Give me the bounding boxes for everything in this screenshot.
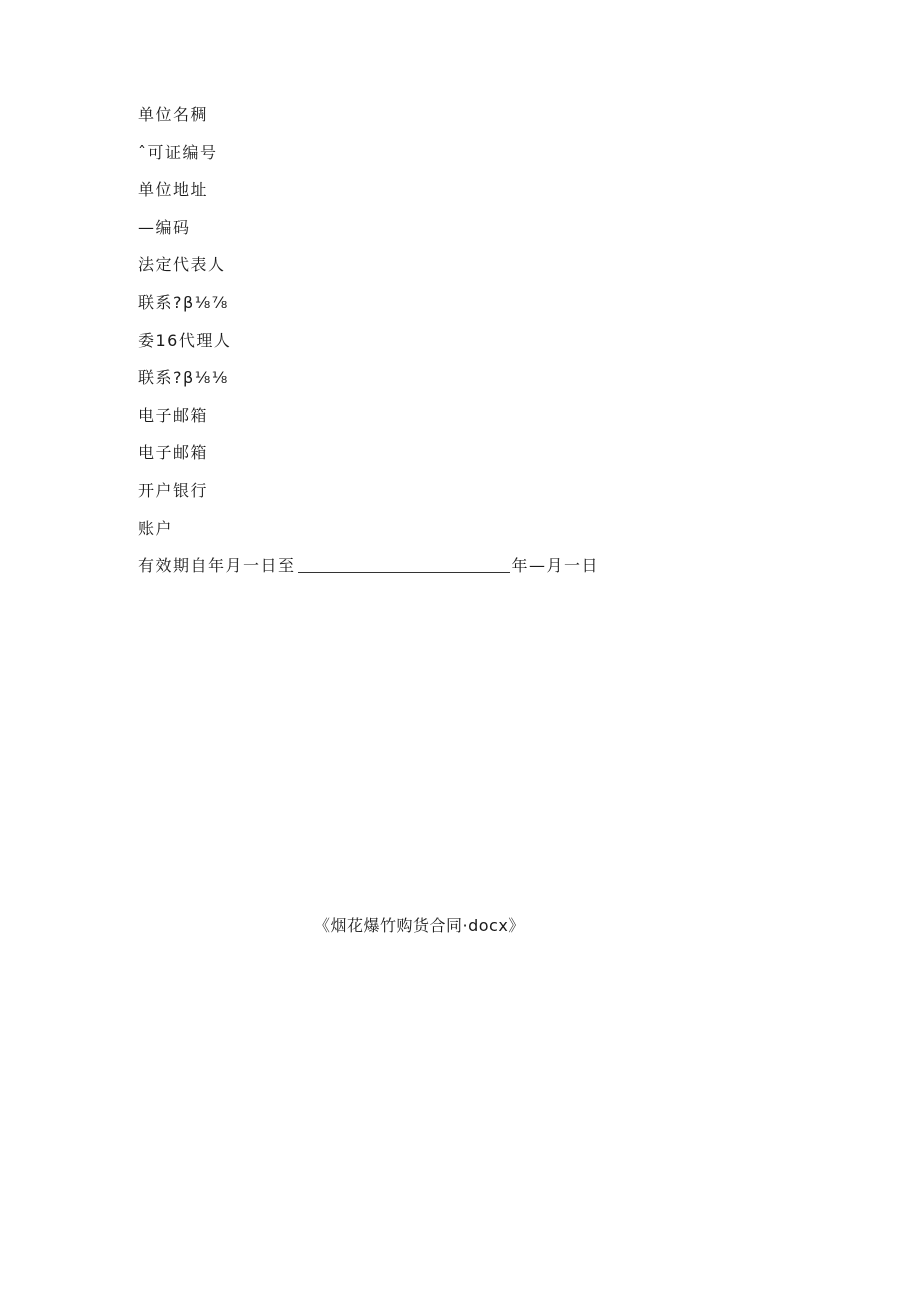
field-email-2: 电子邮箱 [138,443,209,463]
field-contact-phone-2: 联系?β⅛⅛ [138,368,229,388]
field-contact-phone-1: 联系?β⅛⅞ [138,292,229,312]
validity-prefix: 有效期自年月一日至 [138,556,296,576]
field-unit-address: 单位地址 [138,180,209,200]
field-account: 账户 [138,518,174,538]
field-license-number: ˆ可证编号 [138,142,218,162]
field-bank: 开户银行 [138,480,209,500]
field-legal-representative: 法定代表人 [138,255,226,275]
field-unit-name: 单位名稠 [138,105,209,124]
validity-suffix: 年—月一日 [511,556,600,576]
form-fields [138,103,778,592]
field-authorized-agent: 委16代理人 [138,330,232,350]
document-footer-title: 《烟花爆竹购货合同·docx》 [314,916,525,935]
field-validity-period [138,554,778,592]
field-postal-code: —编码 [138,217,191,237]
field-email-1: 电子邮箱 [138,405,209,425]
validity-blank-line [298,554,510,573]
